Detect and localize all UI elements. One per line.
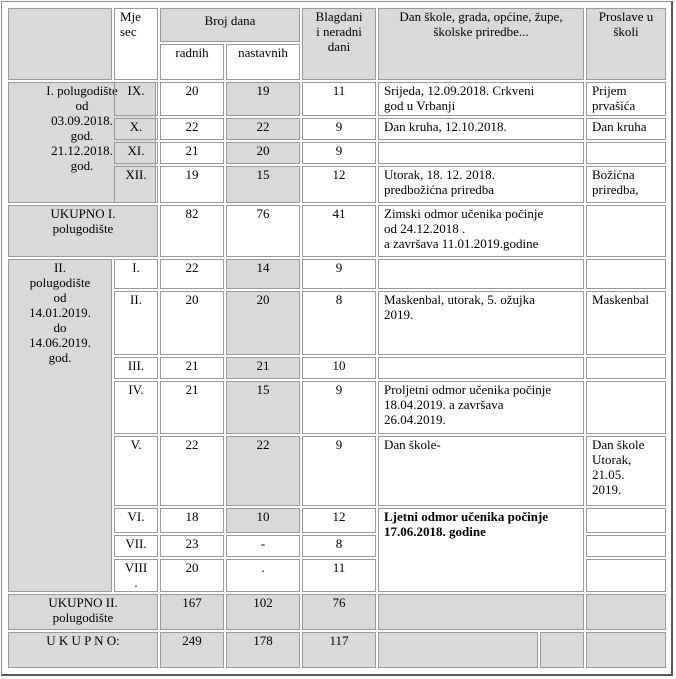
celebration-cell: Dan škole Utorak, 21.05. 2019. bbox=[586, 436, 666, 506]
table-row-month: IX. bbox=[114, 82, 158, 116]
semester2-label: II. polugodište od 14.01.2019. do 14.06.2019. god. bbox=[8, 259, 112, 592]
table-row-month: VIII . bbox=[114, 559, 158, 592]
semester2-total-label: UKUPNO II. polugodište bbox=[8, 594, 158, 630]
school-calendar-table bbox=[1, 1, 673, 676]
celebration-cell: Božićna priredba, bbox=[586, 166, 666, 203]
grand-total-label: U K U P N O: bbox=[8, 632, 158, 668]
holidays-cell: 9 bbox=[302, 259, 376, 289]
event-cell: Dan škole- bbox=[378, 436, 584, 506]
working-days-cell: 21 bbox=[160, 357, 224, 379]
table-row-month: II. bbox=[114, 291, 158, 355]
teaching-days-cell: 19 bbox=[226, 82, 300, 116]
holidays-cell: 9 bbox=[302, 381, 376, 434]
teaching-days-total: 102 bbox=[226, 594, 300, 630]
header-teaching-days: nastavnih bbox=[226, 44, 300, 80]
celebration-cell: Prijem prvašića bbox=[586, 82, 666, 116]
celebration-cell: Maskenbal bbox=[586, 291, 666, 355]
teaching-days-cell: 20 bbox=[226, 142, 300, 164]
working-days-cell: 22 bbox=[160, 259, 224, 289]
holidays-cell: 12 bbox=[302, 166, 376, 203]
celebration-cell bbox=[586, 508, 666, 533]
teaching-days-cell: 14 bbox=[226, 259, 300, 289]
working-days-cell: 23 bbox=[160, 535, 224, 557]
header-holidays: Blagdani i neradni dani bbox=[302, 8, 376, 80]
teaching-days-cell: - bbox=[226, 535, 300, 557]
holidays-cell: 11 bbox=[302, 559, 376, 592]
semester1-total-label: UKUPNO I. polugodište bbox=[8, 205, 158, 257]
working-days-cell: 20 bbox=[160, 82, 224, 116]
working-days-total: 167 bbox=[160, 594, 224, 630]
holidays-cell: 8 bbox=[302, 535, 376, 557]
teaching-days-cell: 10 bbox=[226, 508, 300, 533]
event-cell bbox=[378, 632, 538, 668]
event-cell bbox=[378, 357, 584, 379]
working-days-grand-total: 249 bbox=[160, 632, 224, 668]
event-cell: Maskenbal, utorak, 5. ožujka 2019. bbox=[378, 291, 584, 355]
working-days-cell: 22 bbox=[160, 436, 224, 506]
teaching-days-cell: 21 bbox=[226, 357, 300, 379]
header-events: Dan škole, grada, općine, župe, školske priredbe... bbox=[378, 8, 584, 80]
event-cell bbox=[378, 594, 584, 630]
celebration-cell bbox=[586, 205, 666, 257]
table-row-month: IV. bbox=[114, 381, 158, 434]
event-cell bbox=[378, 259, 584, 289]
event-cell: Proljetni odmor učenika počinje 18.04.2019. a završava 26.04.2019. bbox=[378, 381, 584, 434]
working-days-cell: 22 bbox=[160, 118, 224, 140]
teaching-days-cell: 22 bbox=[226, 436, 300, 506]
event-cell: Srijeda, 12.09.2018. Crkveni god u Vrbanji bbox=[378, 82, 584, 116]
table-row-month: V. bbox=[114, 436, 158, 506]
holidays-total: 41 bbox=[302, 205, 376, 257]
holidays-cell: 9 bbox=[302, 118, 376, 140]
teaching-days-cell: 15 bbox=[226, 381, 300, 434]
table-row-month: XII. bbox=[114, 166, 158, 203]
header-working-days: radnih bbox=[160, 44, 224, 80]
table-row-month: III. bbox=[114, 357, 158, 379]
teaching-days-grand-total: 178 bbox=[226, 632, 300, 668]
summer-break-event: Ljetni odmor učenika počinje 17.06.2018. godine bbox=[378, 508, 584, 592]
event-cell: Utorak, 18. 12. 2018. predbožićna priredba bbox=[378, 166, 584, 203]
celebration-cell bbox=[586, 559, 666, 592]
table-row-month: VII. bbox=[114, 535, 158, 557]
holidays-total: 76 bbox=[302, 594, 376, 630]
winter-break-event: Zimski odmor učenika počinje od 24.12.2018 . a završava 11.01.2019.godine bbox=[378, 205, 584, 257]
holidays-cell: 9 bbox=[302, 142, 376, 164]
holidays-cell: 9 bbox=[302, 436, 376, 506]
semester1-label: I. polugodište od 03.09.2018. god. 21.12.2018. god. bbox=[8, 82, 156, 203]
teaching-days-cell: . bbox=[226, 559, 300, 592]
teaching-days-cell: 22 bbox=[226, 118, 300, 140]
holidays-grand-total: 117 bbox=[302, 632, 376, 668]
header-month: Mje sec bbox=[114, 8, 158, 80]
working-days-cell: 18 bbox=[160, 508, 224, 533]
teaching-days-total: 76 bbox=[226, 205, 300, 257]
working-days-cell: 20 bbox=[160, 291, 224, 355]
celebration-cell bbox=[586, 259, 666, 289]
table-row-month: X. bbox=[114, 118, 158, 140]
working-days-cell: 21 bbox=[160, 142, 224, 164]
header-days: Broj dana bbox=[160, 8, 300, 42]
holidays-cell: 10 bbox=[302, 357, 376, 379]
table-row-month: I. bbox=[114, 259, 158, 289]
celebration-cell bbox=[586, 357, 666, 379]
celebration-cell bbox=[586, 142, 666, 164]
holidays-cell: 12 bbox=[302, 508, 376, 533]
event-cell bbox=[540, 632, 584, 668]
event-cell bbox=[378, 142, 584, 164]
header-period bbox=[8, 8, 112, 80]
header-celebrations: Proslave u školi bbox=[586, 8, 666, 80]
event-cell: Dan kruha, 12.10.2018. bbox=[378, 118, 584, 140]
holidays-cell: 8 bbox=[302, 291, 376, 355]
holidays-cell: 11 bbox=[302, 82, 376, 116]
table-row-month: VI. bbox=[114, 508, 158, 533]
teaching-days-cell: 15 bbox=[226, 166, 300, 203]
table-row-month: XI. bbox=[114, 142, 158, 164]
working-days-cell: 19 bbox=[160, 166, 224, 203]
working-days-cell: 20 bbox=[160, 559, 224, 592]
celebration-cell: Dan kruha bbox=[586, 118, 666, 140]
teaching-days-cell: 20 bbox=[226, 291, 300, 355]
celebration-cell bbox=[586, 594, 666, 630]
celebration-cell bbox=[586, 632, 666, 668]
working-days-cell: 21 bbox=[160, 381, 224, 434]
celebration-cell bbox=[586, 535, 666, 557]
celebration-cell bbox=[586, 381, 666, 434]
working-days-total: 82 bbox=[160, 205, 224, 257]
